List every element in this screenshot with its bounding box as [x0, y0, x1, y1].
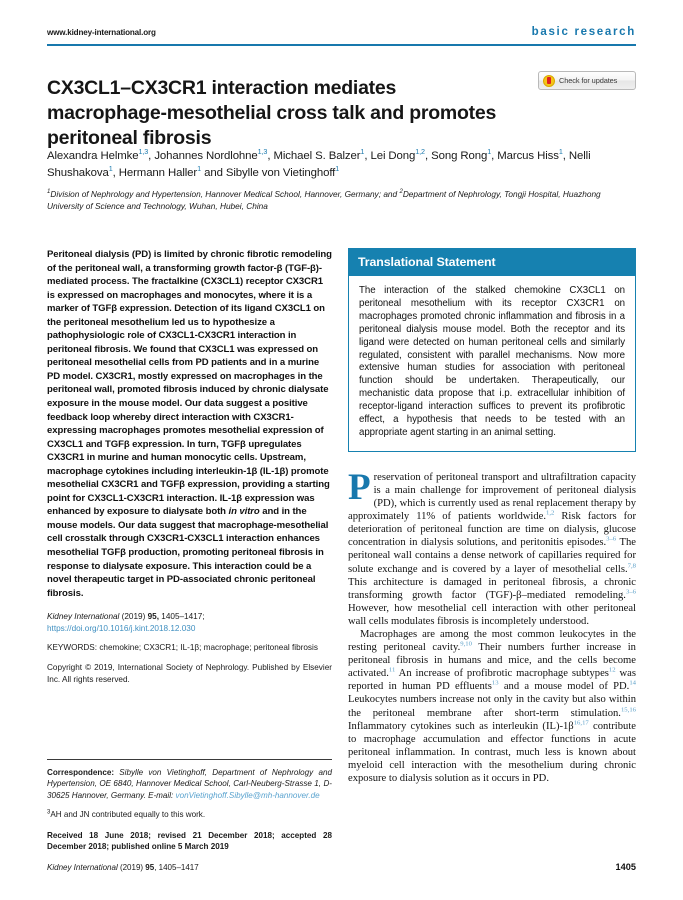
equal-contribution-marker: 3: [47, 809, 51, 816]
affiliations: [47, 188, 636, 212]
author-affiliation-marker: 1: [558, 147, 563, 157]
footer-volume: 95: [145, 863, 155, 872]
translational-statement-box: [348, 248, 636, 452]
citation-pages: 1405–1417;: [161, 612, 205, 622]
author-affiliation-marker: 1,3: [257, 147, 268, 157]
correspondence-email[interactable]: vonVietinghoff.Sibylle@mh-hannover.de: [175, 790, 320, 800]
body-text-run: contribute to macrophage accumulation and effector functions in acute peritoneal inflammation. In contrast, much less is known about myeloid cell interaction with the mesothelium during chronic exposure to dialysis solution as it occurs in PD.: [348, 720, 636, 785]
citation-ref[interactable]: 1,2: [546, 509, 555, 517]
equal-contribution-note: [47, 809, 332, 820]
abstract-text: Peritoneal dialysis (PD) is limited by chronic fibrotic remodeling of the peritoneal wall, a transforming growth factor-β (TGF-β)-mediated process. The fractalkine (CX3CL1) receptor CX3CR1 is expressed on macrophages and monocytes, where it is a marker of TGFβ expression. Detection of its ligand CX3CL1 on the peritoneal mesothelium led us to hypothesize a pathophysiologic role of CX3CL1-CX3CR1 interaction in peritoneal fibrosis. We found that CX3CL1 was expressed on peritoneal mesothelial cells from PD patients and in a murine PD model. CX3CR1, mostly expressed on macrophages in the peritoneal wall, promoted fibrosis induced by chronic dialysate exposure in the mouse model. Our data suggest a positive feedback loop whereby direct interaction with CX3CR1-expressing macrophages promotes mesothelial expression of CX3CL1 and TGFβ expression. In turn, TGFβ upregulates CX3CR1 in murine and human monocytic cells. Upstream, macrophage cytokines including interleukin-1β (IL-1β) promote mesothelial CX3CR1 and TGFβ expression, providing a starting point for CX3CL1-CX3CR1 interaction. IL-1β expression was enhanced by exposure to dialysate both in vitro and in the mouse models. Our data suggest that macrophage-mesothelial cell crosstalk through CX3CR1-CX3CL1 interaction enhances mesothelial TGFβ production, promoting peritoneal fibrosis in response to dialysate exposure. This interaction could be a novel therapeutic target in PD-associated chronic peritoneal fibrosis.: [47, 249, 332, 599]
translational-statement-body: The interaction of the stalked chemokine CX3CL1 on peritoneal mesothelium with its receptor CX3CR1 on macrophages promoted chronic inflammation and fibrosis in a peritoneal dialysis mouse model. Both the receptor and its ligand were detected on human peritoneal cells and similarly regulated, consistent with parallel mechanisms. Now more extensive human studies for association with peritoneal function should be undertaken. Therapeutically, our mechanistic data propose that i.p. extracellular inhibition of receptor-ligand interaction suffices to prevent its profibrotic effect, a hypothesis that needs to be tested with an appropriate agent starting in an animal setting.: [359, 285, 625, 438]
footer-citation: [47, 863, 199, 872]
author-name[interactable]: Hermann Haller: [118, 166, 198, 179]
body-text-run: Macrophages are among the most common leukocytes in the resting peritoneal cavity.: [348, 629, 636, 654]
doi-link[interactable]: https://doi.org/10.1016/j.kint.2018.12.030: [47, 623, 196, 633]
article-dates: Received 18 June 2018; revised 21 December 2018; accepted 28 December 2018; published online 5 March 2019: [47, 830, 332, 852]
affiliation-marker: 2: [399, 189, 403, 196]
citation-ref[interactable]: 13: [491, 679, 499, 687]
author-name[interactable]: Lei Dong: [370, 150, 416, 162]
body-text-run: An increase of profibrotic macrophage subtypes: [395, 668, 609, 680]
author-name[interactable]: Michael S. Balzer: [273, 150, 361, 162]
author-affiliation-marker: 1,2: [415, 147, 425, 157]
footer-journal: Kidney International: [47, 863, 118, 872]
author-name[interactable]: Song Rong: [431, 150, 488, 162]
author-affiliation-marker: 1: [487, 147, 492, 157]
body-text-run: Inflammatory cytokines such as interleukin (IL)-1β: [348, 720, 574, 732]
affiliation-text: Division of Nephrology and Hypertension, Hannover Medical School, Hannover, Germany; and: [50, 189, 400, 199]
check-for-updates-button[interactable]: [538, 71, 636, 90]
affiliation-text: Department of Nephrology, Tongji Hospital, Huazhong University of Science and Technology, Wuhan, Hubei, China: [47, 189, 601, 212]
running-head: [47, 27, 636, 40]
author-affiliation-marker: 1: [335, 163, 340, 173]
citation-ref[interactable]: 15,16: [620, 706, 636, 714]
author-name[interactable]: Nelli Shushakova: [47, 150, 591, 179]
author-affiliation-marker: 1: [108, 163, 113, 173]
copyright-notice: Copyright © 2019, International Society of Nephrology. Published by Elsevier Inc. All rights reserved.: [47, 663, 332, 684]
introduction-body: [348, 466, 637, 785]
author-name[interactable]: Sibylle von Vietinghoff: [225, 166, 336, 179]
citation-volume: 95,: [147, 612, 159, 622]
body-text-run: Leukocytes numbers increase not only in the cavity but also within the peritoneal membrane after short-term stimulation.: [348, 694, 636, 719]
page-number: 1405: [615, 862, 636, 872]
citation-journal: Kidney International: [47, 612, 120, 622]
author-list: Alexandra Helmke$^{1,3}$, Johannes Nordlohne$^{1,3}$, Michael S. Balzer$^1$, Lei Dong$^{1,2}$, Song Rong$^1$, Marcus Hiss$^1$, Nelli Shushakova$^1$, Hermann Haller$^1$ and Sibylle von Vietinghoff$^1$: [47, 147, 591, 179]
abstract-emphasis: in vitro: [228, 506, 260, 518]
right-column: [348, 248, 636, 785]
crossmark-icon: [543, 75, 555, 87]
body-text-run: This architecture is damaged in peritoneal fibrosis, a chronic transforming growth factor (TGF)-β–mediated remodeling.: [348, 576, 636, 601]
check-for-updates-label: Check for updates: [559, 76, 618, 85]
journal-url[interactable]: www.kidney-international.org: [47, 28, 156, 38]
citation-ref[interactable]: 3–6: [606, 535, 617, 543]
citation-year: (2019): [121, 612, 146, 622]
citation-ref[interactable]: 9,10: [460, 640, 472, 648]
header-divider: [47, 44, 636, 46]
drop-cap: P: [348, 466, 371, 508]
body-text-run: was reported in human PD effluents: [348, 668, 637, 693]
footer-pages: , 1405–1417: [154, 863, 199, 872]
keywords: KEYWORDS: chemokine; CX3CR1; IL-1β; macrophage; peritoneal fibrosis: [47, 643, 318, 653]
page-footer: [47, 862, 636, 872]
author-name[interactable]: Alexandra Helmke: [47, 150, 139, 162]
page-title: CX3CL1–CX3CR1 interaction mediates macrophage-mesothelial cross talk and promotes peritoneal fibrosis: [47, 77, 497, 150]
body-text-run: However, how mesothelial cell interaction with other peritoneal wall cells modulates fibrosis is incompletely understood.: [348, 602, 636, 627]
author-affiliation-marker: 1: [197, 163, 202, 173]
translational-statement-heading: Translational Statement: [349, 249, 635, 276]
paragraph-1: [348, 466, 636, 628]
paragraph-2: [348, 628, 636, 785]
correspondence-text: Sibylle von Vietinghoff, Department of Nephrology and Hypertension, OE 6840, Hannover Medical School, Carl-Neuberg-Strasse 1, D-30625 Hannover, Germany. E-mail:: [47, 768, 332, 800]
author-affiliation-marker: 1,3: [138, 147, 149, 157]
footer-year: (2019): [117, 863, 146, 872]
author-name[interactable]: Johannes Nordlohne: [154, 150, 258, 162]
section-label: basic research: [531, 26, 636, 38]
citation-ref[interactable]: 3–6: [625, 588, 636, 596]
article-citation: [47, 611, 332, 634]
author-name[interactable]: Marcus Hiss: [497, 150, 559, 162]
body-text-run: The peritoneal wall contains a dense network of capillaries required for solute exchange and is covered by a layer of mesothelial cells.: [348, 537, 636, 575]
citation-ref[interactable]: 11: [388, 666, 396, 674]
citation-ref[interactable]: 7,8: [627, 562, 636, 569]
equal-contribution-text: AH and JN contributed equally to this work.: [50, 810, 206, 820]
left-column: [47, 248, 332, 685]
citation-ref[interactable]: 14: [629, 679, 636, 687]
correspondence: [47, 767, 332, 801]
citation-ref[interactable]: 16,17: [573, 719, 589, 727]
body-text-run: Risk factors for deterioration of peritoneal function are time on dialysis, glucose concentration in dialysis solutions, and peritonitis episodes.: [348, 511, 636, 549]
citation-ref[interactable]: 12: [608, 666, 616, 674]
body-text-run: and a mouse model of PD.: [498, 681, 630, 693]
correspondence-label: Correspondence:: [47, 768, 115, 777]
body-text-run: Their numbers further increase in peritoneal fibrosis in humans and mice, and the cells become activated.: [348, 642, 636, 680]
author-affiliation-marker: 1: [360, 147, 365, 157]
affiliation-marker: 1: [47, 189, 51, 196]
body-text-run: reservation of peritoneal transport and ultrafiltration capacity is a main challenge for improvement of peritoneal dialysis (PD), which is currently used as renal replacement therapy by approximately 11% of patients worldwide.: [348, 471, 636, 523]
footnote-block: [47, 759, 332, 853]
